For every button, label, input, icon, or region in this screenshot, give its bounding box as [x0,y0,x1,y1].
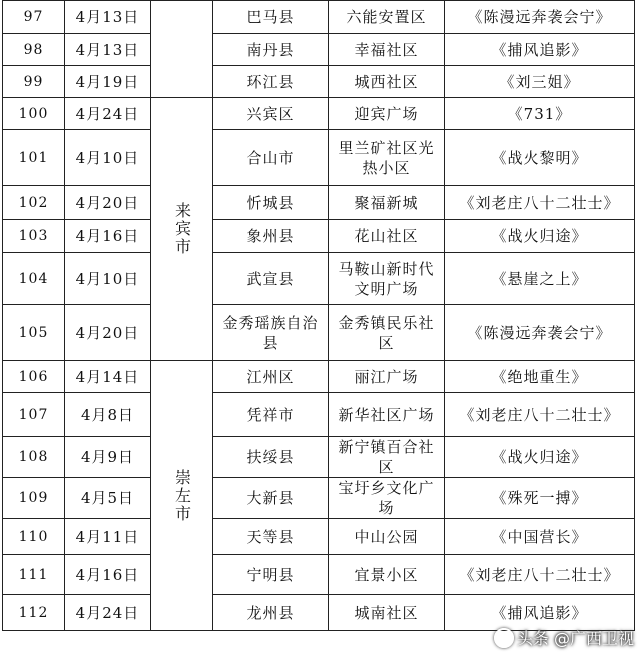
row-number: 107 [3,393,65,437]
county-name: 武宣县 [213,253,329,305]
film-title: 《捕风追影》 [445,595,635,631]
watermark [494,626,634,649]
venue-name: 马鞍山新时代文明广场 [329,253,445,305]
screening-date: 4月11日 [65,519,151,555]
city-cell-empty [151,34,213,66]
county-name: 合山市 [213,130,329,186]
screening-date: 4月10日 [65,253,151,305]
screening-date: 4月16日 [65,555,151,595]
film-title: 《悬崖之上》 [445,253,635,305]
county-name: 象州县 [213,220,329,253]
city-name-chongzuo: 崇左市 [151,361,213,631]
watermark-text: 头条 @广西卫视 [516,629,634,648]
screening-date: 4月14日 [65,361,151,393]
venue-name: 迎宾广场 [329,98,445,130]
county-name: 环江县 [213,66,329,98]
film-title: 《刘老庄八十二壮士》 [445,555,635,595]
table-row [3,361,635,393]
venue-name: 城西社区 [329,66,445,98]
county-name: 江州区 [213,361,329,393]
table-row [3,305,635,361]
venue-name: 金秀镇民乐社区 [329,305,445,361]
row-number: 98 [3,34,65,66]
venue-name: 宜景小区 [329,555,445,595]
county-name: 金秀瑶族自治县 [213,305,329,361]
film-title: 《殊死一搏》 [445,478,635,519]
row-number: 102 [3,186,65,220]
venue-name: 中山公园 [329,519,445,555]
table-row [3,66,635,98]
row-number: 110 [3,519,65,555]
county-name: 南丹县 [213,34,329,66]
screening-date: 4月13日 [65,1,151,34]
table-row [3,519,635,555]
film-title: 《陈漫远奔袭会宁》 [445,1,635,34]
venue-name: 城南社区 [329,595,445,631]
row-number: 108 [3,437,65,478]
screening-date: 4月9日 [65,437,151,478]
table-row [3,186,635,220]
film-title: 《陈漫远奔袭会宁》 [445,305,635,361]
screening-date: 4月19日 [65,66,151,98]
row-number: 99 [3,66,65,98]
film-title: 《战火黎明》 [445,130,635,186]
county-name: 龙州县 [213,595,329,631]
row-number: 109 [3,478,65,519]
table-row [3,98,635,130]
county-name: 宁明县 [213,555,329,595]
table-row [3,220,635,253]
venue-name: 丽江广场 [329,361,445,393]
film-title: 《中国营长》 [445,519,635,555]
row-number: 112 [3,595,65,631]
screening-date: 4月20日 [65,305,151,361]
film-title: 《战火归途》 [445,220,635,253]
county-name: 巴马县 [213,1,329,34]
screening-date: 4月10日 [65,130,151,186]
venue-name: 新宁镇百合社区 [329,437,445,478]
table-row [3,555,635,595]
row-number: 100 [3,98,65,130]
city-cell-empty [151,66,213,98]
venue-name: 六能安置区 [329,1,445,34]
table-row [3,34,635,66]
venue-name: 聚福新城 [329,186,445,220]
row-number: 105 [3,305,65,361]
screening-date: 4月16日 [65,220,151,253]
city-name-laibin: 来宾市 [151,98,213,361]
county-name: 兴宾区 [213,98,329,130]
county-name: 扶绥县 [213,437,329,478]
table-row [3,130,635,186]
screening-schedule-table [2,0,635,631]
screening-date: 4月8日 [65,393,151,437]
venue-name: 新华社区广场 [329,393,445,437]
screening-date: 4月24日 [65,98,151,130]
county-name: 天等县 [213,519,329,555]
county-name: 忻城县 [213,186,329,220]
venue-name: 里兰矿社区光热小区 [329,130,445,186]
table-row [3,393,635,437]
film-title: 《刘老庄八十二壮士》 [445,393,635,437]
row-number: 103 [3,220,65,253]
screening-date: 4月20日 [65,186,151,220]
table-row [3,478,635,519]
county-name: 大新县 [213,478,329,519]
film-title: 《战火归途》 [445,437,635,478]
row-number: 104 [3,253,65,305]
film-title: 《绝地重生》 [445,361,635,393]
table-row [3,1,635,34]
toutiao-logo-icon [494,628,514,648]
venue-name: 宝圩乡文化广场 [329,478,445,519]
venue-name: 幸福社区 [329,34,445,66]
film-title: 《刘三姐》 [445,66,635,98]
city-cell-empty [151,1,213,34]
venue-name: 花山社区 [329,220,445,253]
film-title: 《731》 [445,98,635,130]
screening-date: 4月13日 [65,34,151,66]
table-row [3,253,635,305]
county-name: 凭祥市 [213,393,329,437]
film-title: 《刘老庄八十二壮士》 [445,186,635,220]
film-title: 《捕风追影》 [445,34,635,66]
table-row [3,437,635,478]
screening-date: 4月24日 [65,595,151,631]
row-number: 111 [3,555,65,595]
row-number: 106 [3,361,65,393]
row-number: 101 [3,130,65,186]
screening-date: 4月5日 [65,478,151,519]
row-number: 97 [3,1,65,34]
